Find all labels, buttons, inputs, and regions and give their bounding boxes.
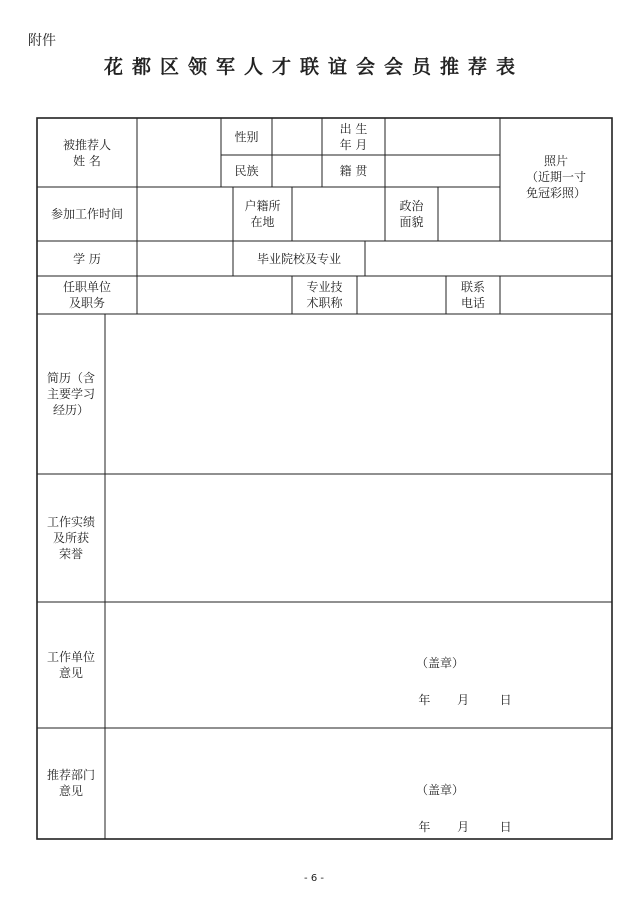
name-label: 被推荐人 姓 名 [62,138,111,168]
school-major-label: 毕业院校及专业 [256,252,341,266]
contact-label: 联系 电话 [460,280,485,310]
seal-1: （盖章） [415,656,464,670]
household-label: 户籍所 在地 [244,199,281,229]
date-2: 年 月 日 [418,820,512,834]
annex-label: 附件 [28,33,56,49]
political-status-label: 政治 面貌 [399,199,424,229]
birth-label: 出 生 年 月 [339,122,368,152]
gender-label: 性别 [234,130,259,144]
employer-label: 任职单位 及职务 [62,280,111,310]
achievements-label: 工作实绩 及所获 荣誉 [46,515,95,561]
ethnicity-label: 民族 [234,164,259,178]
work-start-label: 参加工作时间 [50,207,123,221]
employer-opinion-label: 工作单位 意见 [46,650,95,680]
native-place-label: 籍 贯 [339,164,368,178]
page-number: - 6 - [304,873,324,884]
department-opinion-label: 推荐部门 意见 [46,768,95,798]
resume-label: 简历（含 主要学习 经历） [46,371,95,417]
photo-placeholder: 照片 （近期一寸 免冠彩照） [525,154,586,200]
page-title: 花都区领军人才联谊会会员推荐表 [103,56,524,78]
professional-title-label: 专业技 术职称 [306,280,343,310]
education-label: 学 历 [73,252,101,266]
date-1: 年 月 日 [418,693,512,707]
seal-2: （盖章） [415,783,464,797]
